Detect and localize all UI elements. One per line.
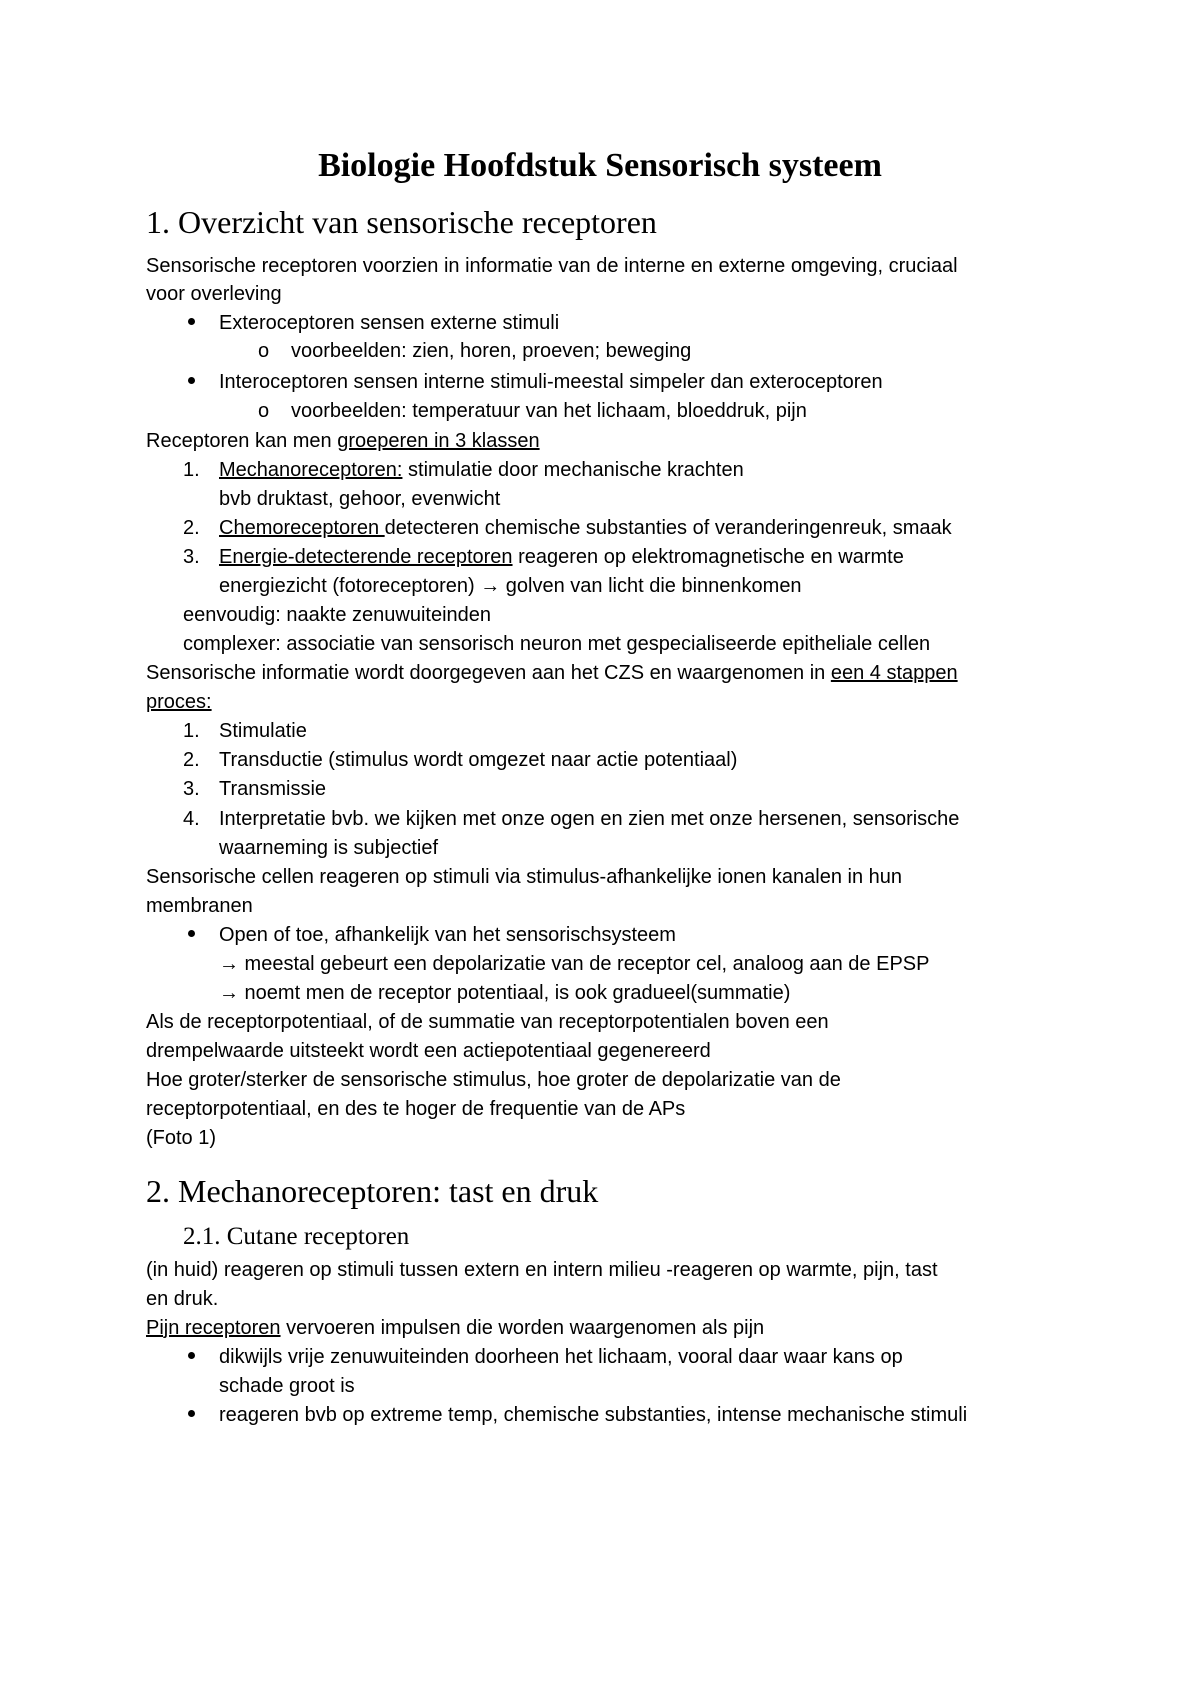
- sub-bullet-interoceptor-examples: voorbeelden: temperatuur van het lichaam, bloeddruk, pijn: [291, 400, 807, 422]
- list-number: 3.: [183, 546, 200, 568]
- list-number: 1.: [183, 459, 200, 481]
- list-item-chemoreceptors: [219, 514, 952, 542]
- simple-line: eenvoudig: naakte zenuwuiteinden: [183, 604, 492, 626]
- bullet-icon: [188, 377, 195, 384]
- sub-bullet-marker: o: [258, 340, 270, 362]
- subsection-2-1-heading: 2.1. Cutane receptoren: [183, 1223, 410, 1250]
- bullet-icon: [188, 930, 195, 937]
- arrow-text: noemt men de receptor potentiaal, is ook gradueel(summatie): [239, 982, 791, 1004]
- arrow-line-depolarization: [219, 950, 929, 978]
- process-prefix: Sensorische informatie wordt doorgegeven aan het CZS en waargenomen in: [146, 662, 831, 684]
- item-text: stimulatie door mechanische krachten: [402, 459, 744, 481]
- threshold-line-1: Als de receptorpotentiaal, of de summatie van receptorpotentialen boven een: [146, 1011, 829, 1033]
- sub-bullet-marker: o: [258, 400, 270, 422]
- step-stimulation: Stimulatie: [219, 720, 307, 742]
- pain-text: vervoeren impulsen die worden waargenomen als pijn: [280, 1317, 765, 1339]
- bullet-free-nerve-endings: dikwijls vrije zenuwuiteinden doorheen het lichaam, vooral daar waar kans op: [219, 1346, 903, 1368]
- intro-line-1: Sensorische receptoren voorzien in informatie van de interne en externe omgeving, cruciaal: [146, 255, 958, 277]
- classes-line: [146, 427, 540, 455]
- cells-line-2: membranen: [146, 895, 253, 917]
- skin-line-2: en druk.: [146, 1288, 219, 1310]
- list-number: 3.: [183, 778, 200, 800]
- list-item-mechanoreceptors-line-2: bvb druktast, gehoor, evenwicht: [219, 488, 501, 510]
- arrow-line-receptor-potential: [219, 979, 790, 1007]
- bullet-react-to-extremes: reageren bvb op extreme temp, chemische substanties, intense mechanische stimuli: [219, 1404, 968, 1426]
- term-energy-receptors: Energie-detecterende receptoren: [219, 546, 513, 568]
- intro-line-2: voor overleving: [146, 283, 282, 305]
- arrow-right-icon: →: [480, 575, 501, 597]
- classes-underlined: groeperen in 3 klassen: [337, 430, 540, 452]
- step-interpretation: Interpretatie bvb. we kijken met onze ogen en zien met onze hersenen, sensorische: [219, 808, 960, 830]
- list-item-energy-receptors-line-2: [219, 572, 802, 600]
- pain-receptors-line: [146, 1314, 764, 1342]
- list-number: 2.: [183, 749, 200, 771]
- arrow-right-icon: →: [219, 982, 239, 1004]
- strength-line-1: Hoe groter/sterker de sensorische stimulus, hoe groter de depolarizatie van de: [146, 1069, 841, 1091]
- term-chemoreceptors: Chemoreceptoren: [219, 517, 385, 539]
- bullet-open-or-closed: Open of toe, afhankelijk van het sensorischsysteem: [219, 924, 676, 946]
- section-1-heading: 1. Overzicht van sensorische receptoren: [146, 204, 657, 240]
- bullet-icon: [188, 318, 195, 325]
- sub-bullet-exteroceptor-examples: voorbeelden: zien, horen, proeven; beweging: [291, 340, 692, 362]
- strength-line-2: receptorpotentiaal, en des te hoger de frequentie van de APs: [146, 1098, 686, 1120]
- classes-prefix: Receptoren kan men: [146, 430, 338, 452]
- list-number: 2.: [183, 517, 200, 539]
- process-line-1: [146, 659, 958, 687]
- process-underlined: een 4 stappen: [830, 662, 958, 684]
- bullet-exteroceptors: Exteroceptoren sensen externe stimuli: [219, 312, 560, 334]
- item-text: golven van licht die binnenkomen: [500, 575, 802, 597]
- term-mechanoreceptors: Mechanoreceptoren:: [219, 459, 403, 481]
- term-pain-receptors: Pijn receptoren: [146, 1317, 281, 1339]
- section-2-heading: 2. Mechanoreceptoren: tast en druk: [146, 1173, 599, 1209]
- bullet-icon: [188, 1352, 195, 1359]
- item-text: energiezicht (fotoreceptoren): [219, 575, 481, 597]
- list-item-mechanoreceptors: [219, 456, 744, 484]
- list-number: 1.: [183, 720, 200, 742]
- threshold-line-2: drempelwaarde uitsteekt wordt een actiepotentiaal gegenereerd: [146, 1040, 711, 1062]
- list-item-energy-receptors: [219, 543, 904, 571]
- bullet-icon: [188, 1410, 195, 1417]
- bullet-interoceptors: Interoceptoren sensen interne stimuli-meestal simpeler dan exteroceptoren: [219, 371, 883, 393]
- step-interpretation-line-2: waarneming is subjectief: [219, 837, 438, 859]
- arrow-right-icon: →: [219, 953, 239, 975]
- cells-line-1: Sensorische cellen reageren op stimuli via stimulus-afhankelijke ionen kanalen in hun: [146, 866, 902, 888]
- photo-reference: (Foto 1): [146, 1127, 217, 1149]
- document-title: Biologie Hoofdstuk Sensorisch systeem: [318, 147, 882, 184]
- item-text: reageren op elektromagnetische en warmte: [512, 546, 904, 568]
- arrow-text: meestal gebeurt een depolarizatie van de receptor cel, analoog aan de EPSP: [239, 953, 930, 975]
- step-transduction: Transductie (stimulus wordt omgezet naar actie potentiaal): [219, 749, 738, 771]
- list-number: 4.: [183, 808, 200, 830]
- bullet-free-nerve-endings-line-2: schade groot is: [219, 1375, 355, 1397]
- complex-line: complexer: associatie van sensorisch neuron met gespecialiseerde epitheliale cellen: [183, 633, 931, 655]
- item-text: detecteren chemische substanties of veranderingenreuk, smaak: [384, 517, 952, 539]
- process-line-2: proces:: [146, 691, 212, 713]
- step-transmission: Transmissie: [219, 778, 327, 800]
- skin-line-1: (in huid) reageren op stimuli tussen extern en intern milieu -reageren op warmte, pijn, tast: [146, 1259, 938, 1281]
